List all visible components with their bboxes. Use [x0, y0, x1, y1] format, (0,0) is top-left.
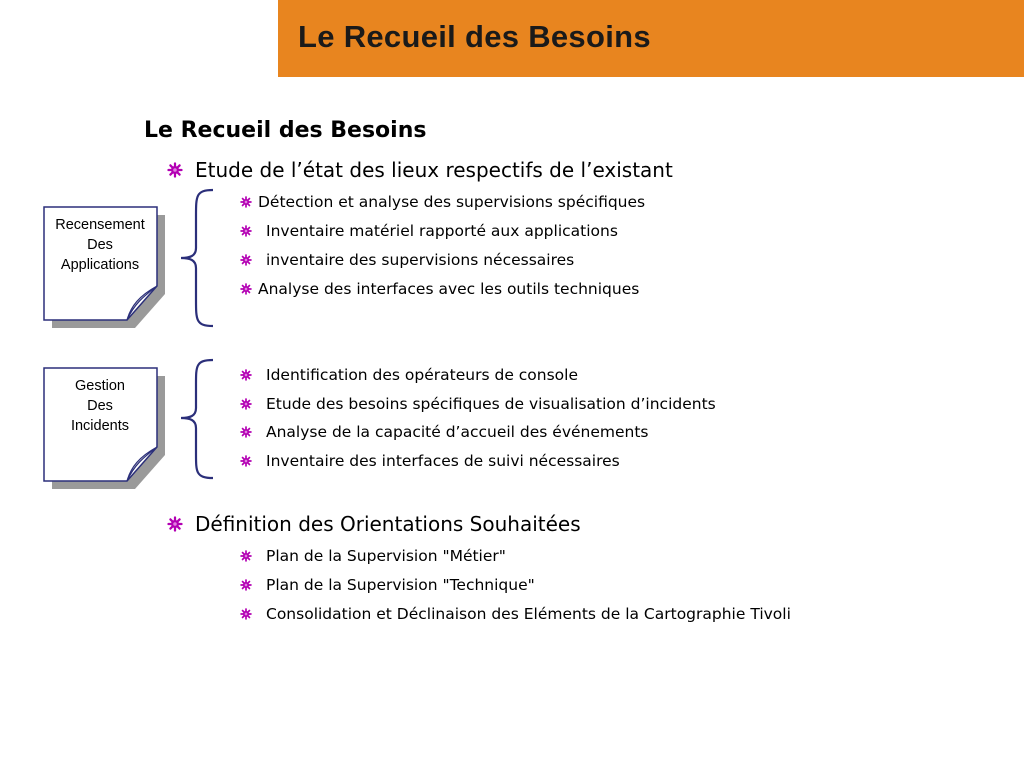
star-bullet-icon [240, 254, 252, 266]
list-item [240, 395, 716, 413]
list-item-text: Etude des besoins spécifiques de visualisation d’incidents [266, 395, 716, 413]
list-item-text: Analyse des interfaces avec les outils techniques [258, 280, 640, 298]
list-item [240, 423, 649, 441]
list-item-text: Détection et analyse des supervisions spécifiques [258, 193, 646, 211]
list-item-text: Consolidation et Déclinaison des Eléments de la Cartographie Tivoli [266, 605, 791, 623]
star-bullet-icon [240, 608, 252, 620]
bullet-definition [167, 512, 581, 536]
list-item-text: Identification des opérateurs de console [266, 366, 579, 384]
slide-title: Le Recueil des Besoins [298, 19, 651, 54]
list-item-text: Plan de la Supervision "Métier" [266, 547, 506, 565]
curly-brace-icon [176, 356, 216, 484]
star-bullet-icon [240, 455, 252, 467]
star-bullet-icon [240, 579, 252, 591]
list-item-text: inventaire des supervisions nécessaires [266, 251, 575, 269]
note-recensement [43, 206, 169, 330]
note-line: Applications [60, 257, 140, 273]
star-bullet-icon [167, 162, 183, 178]
list-item [240, 251, 574, 269]
list-item [240, 280, 639, 298]
star-bullet-icon [240, 283, 252, 295]
note-label [43, 215, 157, 275]
bullet-label: Etude de l’état des lieux respectifs de l’existant [195, 158, 673, 182]
star-bullet-icon [240, 225, 252, 237]
note-line: Des [87, 237, 113, 253]
bullet-label: Définition des Orientations Souhaitées [195, 512, 581, 536]
list-item-text: Plan de la Supervision "Technique" [266, 576, 535, 594]
list-item [240, 576, 535, 594]
star-bullet-icon [167, 516, 183, 532]
star-bullet-icon [240, 550, 252, 562]
note-line: Recensement [55, 217, 145, 233]
list-item [240, 605, 791, 623]
star-bullet-icon [240, 398, 252, 410]
list-item [240, 366, 578, 384]
list-item-text: Inventaire des interfaces de suivi nécessaires [266, 452, 620, 470]
section-heading: Le Recueil des Besoins [144, 118, 427, 143]
note-gestion [43, 367, 169, 491]
star-bullet-icon [240, 369, 252, 381]
header-bar [278, 0, 1024, 77]
note-line: Gestion [75, 378, 125, 394]
list-item-text: Analyse de la capacité d’accueil des événements [266, 423, 649, 441]
bullet-etude [167, 158, 673, 182]
note-line: Des [87, 398, 113, 414]
star-bullet-icon [240, 426, 252, 438]
list-item-text: Inventaire matériel rapporté aux applications [266, 222, 618, 240]
list-item [240, 547, 506, 565]
list-item [240, 193, 645, 211]
star-bullet-icon [240, 196, 252, 208]
note-line: Incidents [70, 418, 130, 434]
list-item [240, 452, 620, 470]
list-item [240, 222, 618, 240]
note-label [43, 376, 157, 436]
curly-brace-icon [176, 186, 216, 331]
